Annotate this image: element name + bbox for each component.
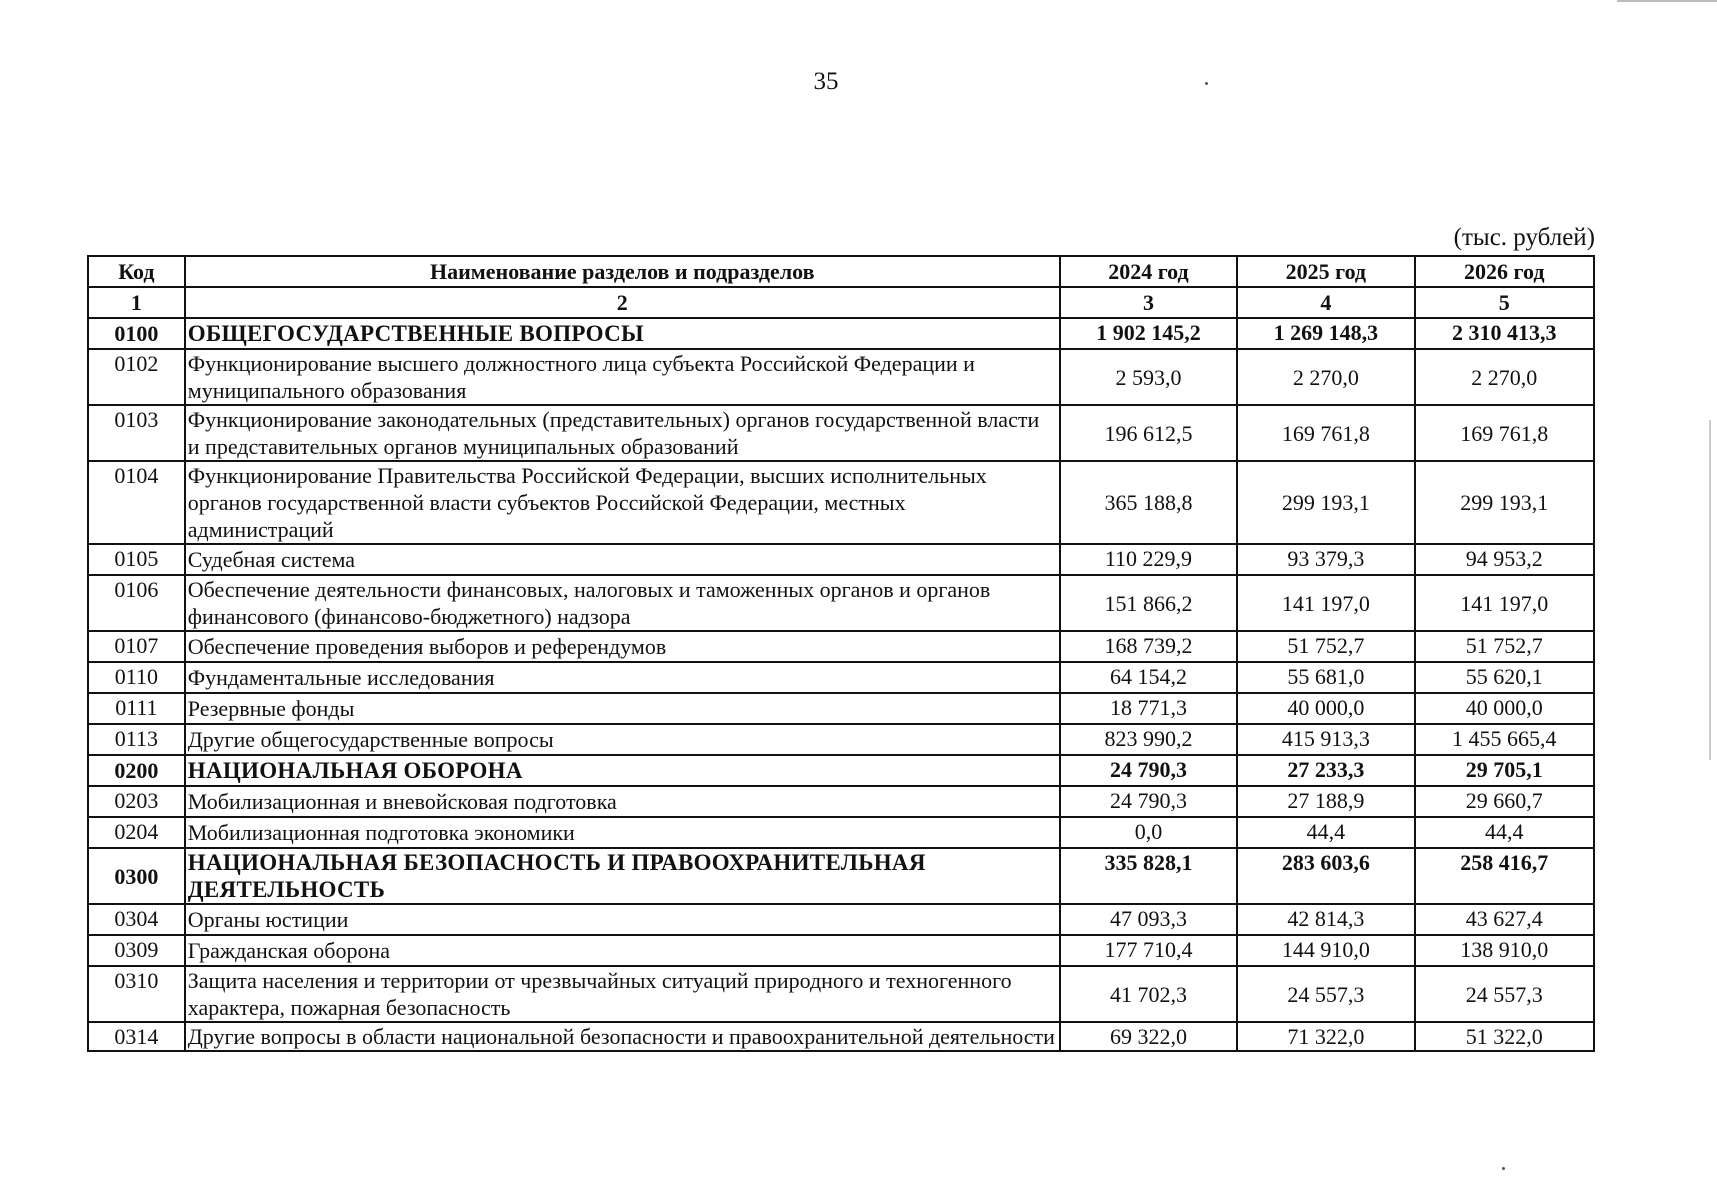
row-value-2024: 24 790,3 (1060, 786, 1237, 817)
row-code: 0113 (88, 724, 185, 755)
table-row (88, 1022, 1594, 1051)
row-name: Другие общегосударственные вопросы (185, 724, 1060, 755)
row-value-2026: 2 310 413,3 (1415, 318, 1594, 349)
row-value-2026: 55 620,1 (1415, 662, 1594, 693)
table-row (88, 693, 1594, 724)
row-value-2024: 64 154,2 (1060, 662, 1237, 693)
row-name: Гражданская оборона (185, 935, 1060, 966)
row-code: 0103 (88, 405, 185, 461)
table-row (88, 935, 1594, 966)
row-value-2025: 40 000,0 (1237, 693, 1414, 724)
table-row (88, 817, 1594, 848)
header-row (88, 256, 1594, 287)
table-row (88, 349, 1594, 405)
row-value-2026: 1 455 665,4 (1415, 724, 1594, 755)
row-name: Функционирование высшего должностного лица субъекта Российской Федерации и муниципального образования (185, 349, 1060, 405)
row-value-2025: 299 193,1 (1237, 461, 1414, 544)
table-row (88, 631, 1594, 662)
row-code: 0102 (88, 349, 185, 405)
row-code: 0111 (88, 693, 185, 724)
row-value-2025: 71 322,0 (1237, 1022, 1414, 1051)
row-code: 0204 (88, 817, 185, 848)
row-code: 0100 (88, 318, 185, 349)
row-code: 0104 (88, 461, 185, 544)
table-row (88, 405, 1594, 461)
row-value-2026: 29 660,7 (1415, 786, 1594, 817)
row-value-2025: 55 681,0 (1237, 662, 1414, 693)
page-number: 35 (813, 68, 839, 95)
row-value-2026: 258 416,7 (1415, 848, 1594, 904)
row-value-2024: 168 739,2 (1060, 631, 1237, 662)
table-row (88, 461, 1594, 544)
row-value-2026: 141 197,0 (1415, 575, 1594, 631)
row-name: Судебная система (185, 544, 1060, 575)
row-value-2026: 51 322,0 (1415, 1022, 1594, 1051)
row-name: ОБЩЕГОСУДАРСТВЕННЫЕ ВОПРОСЫ (185, 318, 1060, 349)
row-name: Защита населения и территории от чрезвычайных ситуаций природного и техногенного характера, пожарная безопасность (185, 966, 1060, 1022)
table-section-row (88, 318, 1594, 349)
row-value-2024: 151 866,2 (1060, 575, 1237, 631)
row-value-2026: 169 761,8 (1415, 405, 1594, 461)
row-value-2026: 40 000,0 (1415, 693, 1594, 724)
row-value-2024: 0,0 (1060, 817, 1237, 848)
row-name: НАЦИОНАЛЬНАЯ ОБОРОНА (185, 755, 1060, 786)
row-value-2026: 24 557,3 (1415, 966, 1594, 1022)
row-code: 0105 (88, 544, 185, 575)
column-number: 1 (88, 287, 185, 318)
column-number: 3 (1060, 287, 1237, 318)
table-row (88, 662, 1594, 693)
row-value-2024: 365 188,8 (1060, 461, 1237, 544)
header-code: Код (88, 256, 185, 287)
table-row (88, 544, 1594, 575)
column-number: 5 (1415, 287, 1594, 318)
row-value-2024: 823 990,2 (1060, 724, 1237, 755)
row-value-2025: 2 270,0 (1237, 349, 1414, 405)
column-number: 2 (185, 287, 1060, 318)
row-value-2024: 24 790,3 (1060, 755, 1237, 786)
row-value-2025: 51 752,7 (1237, 631, 1414, 662)
header-2026: 2026 год (1415, 256, 1594, 287)
row-value-2024: 41 702,3 (1060, 966, 1237, 1022)
row-name: Органы юстиции (185, 904, 1060, 935)
header-2025: 2025 год (1237, 256, 1414, 287)
table-body (88, 318, 1594, 1051)
table-section-row (88, 848, 1594, 904)
header-name: Наименование разделов и подразделов (185, 256, 1060, 287)
row-code: 0107 (88, 631, 185, 662)
row-value-2025: 141 197,0 (1237, 575, 1414, 631)
header-2024: 2024 год (1060, 256, 1237, 287)
row-value-2024: 177 710,4 (1060, 935, 1237, 966)
table-row (88, 786, 1594, 817)
row-name: Обеспечение проведения выборов и референдумов (185, 631, 1060, 662)
column-number: 4 (1237, 287, 1414, 318)
row-value-2026: 29 705,1 (1415, 755, 1594, 786)
table-row (88, 575, 1594, 631)
row-name: Резервные фонды (185, 693, 1060, 724)
row-name: Обеспечение деятельности финансовых, налоговых и таможенных органов и органов финансового (финансово-бюджетного) надзора (185, 575, 1060, 631)
row-value-2026: 2 270,0 (1415, 349, 1594, 405)
row-value-2025: 27 233,3 (1237, 755, 1414, 786)
table-row (88, 966, 1594, 1022)
table-row (88, 904, 1594, 935)
row-value-2024: 1 902 145,2 (1060, 318, 1237, 349)
row-code: 0110 (88, 662, 185, 693)
row-value-2026: 94 953,2 (1415, 544, 1594, 575)
row-value-2026: 138 910,0 (1415, 935, 1594, 966)
row-value-2024: 2 593,0 (1060, 349, 1237, 405)
row-name: Функционирование Правительства Российской Федерации, высших исполнительных органов государственной власти субъектов Российской Федерации, местных администраций (185, 461, 1060, 544)
row-value-2025: 27 188,9 (1237, 786, 1414, 817)
row-value-2024: 335 828,1 (1060, 848, 1237, 904)
row-value-2025: 93 379,3 (1237, 544, 1414, 575)
row-value-2025: 42 814,3 (1237, 904, 1414, 935)
scan-edge-line (1617, 0, 1717, 2)
row-value-2025: 169 761,8 (1237, 405, 1414, 461)
row-code: 0300 (88, 848, 185, 904)
column-number-row (88, 287, 1594, 318)
row-code: 0314 (88, 1022, 185, 1051)
scan-edge-shadow (1709, 420, 1711, 760)
row-value-2024: 196 612,5 (1060, 405, 1237, 461)
scan-speck (1502, 1167, 1505, 1170)
row-value-2025: 24 557,3 (1237, 966, 1414, 1022)
row-value-2025: 144 910,0 (1237, 935, 1414, 966)
row-value-2024: 47 093,3 (1060, 904, 1237, 935)
row-name: Другие вопросы в области национальной безопасности и правоохранительной деятельности (185, 1022, 1060, 1051)
row-code: 0200 (88, 755, 185, 786)
row-value-2026: 43 627,4 (1415, 904, 1594, 935)
table-row (88, 724, 1594, 755)
row-name: Мобилизационная подготовка экономики (185, 817, 1060, 848)
row-name: Мобилизационная и вневойсковая подготовка (185, 786, 1060, 817)
row-code: 0203 (88, 786, 185, 817)
row-code: 0309 (88, 935, 185, 966)
row-value-2025: 44,4 (1237, 817, 1414, 848)
row-name: Функционирование законодательных (представительных) органов государственной власти и представительных органов муниципальных образований (185, 405, 1060, 461)
row-name: НАЦИОНАЛЬНАЯ БЕЗОПАСНОСТЬ И ПРАВООХРАНИТЕЛЬНАЯ ДЕЯТЕЛЬНОСТЬ (185, 848, 1060, 904)
row-code: 0304 (88, 904, 185, 935)
row-value-2025: 1 269 148,3 (1237, 318, 1414, 349)
budget-table (87, 255, 1595, 1052)
row-value-2024: 69 322,0 (1060, 1022, 1237, 1051)
row-value-2024: 18 771,3 (1060, 693, 1237, 724)
row-code: 0106 (88, 575, 185, 631)
table-section-row (88, 755, 1594, 786)
row-value-2025: 415 913,3 (1237, 724, 1414, 755)
row-value-2026: 44,4 (1415, 817, 1594, 848)
row-value-2025: 283 603,6 (1237, 848, 1414, 904)
row-value-2026: 299 193,1 (1415, 461, 1594, 544)
units-label: (тыс. рублей) (1453, 224, 1595, 251)
row-value-2026: 51 752,7 (1415, 631, 1594, 662)
row-value-2024: 110 229,9 (1060, 544, 1237, 575)
row-name: Фундаментальные исследования (185, 662, 1060, 693)
row-code: 0310 (88, 966, 185, 1022)
